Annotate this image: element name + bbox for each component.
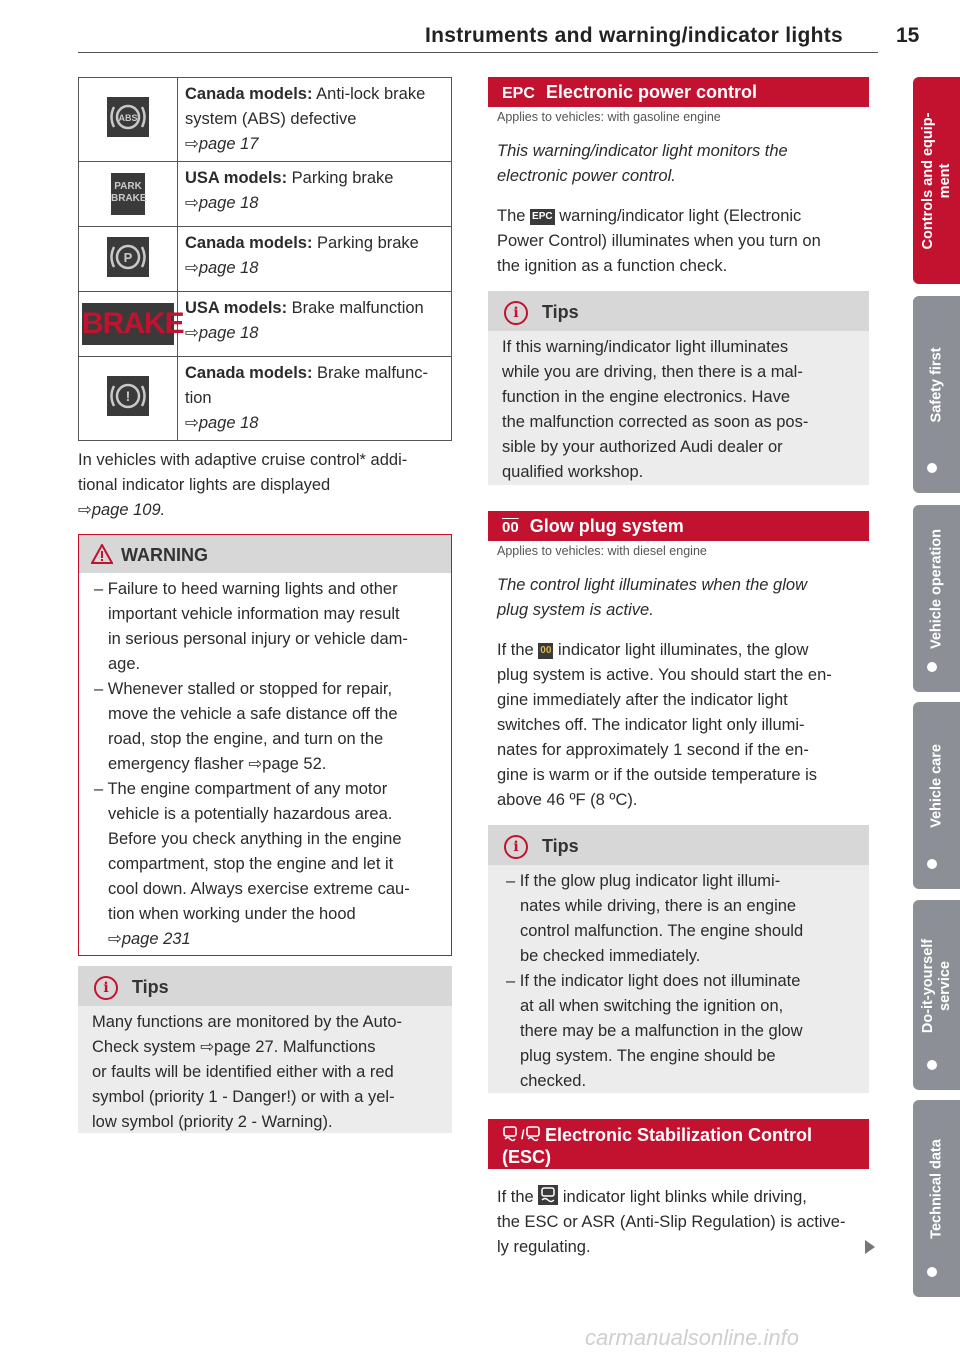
warning-box — [78, 534, 452, 956]
tips-title: Tips — [542, 836, 579, 856]
region-label: USA models: — [185, 299, 288, 317]
region-label: USA models: — [185, 169, 288, 187]
warning-title: WARNING — [121, 545, 208, 565]
section-intro: The control light illuminates when the glow plug system is active. — [497, 576, 807, 619]
region-label: Canada models: — [185, 85, 313, 103]
esc-icon — [502, 1126, 540, 1144]
epc-icon: EPC — [530, 209, 555, 225]
table-row — [79, 292, 452, 357]
info-icon: i — [94, 976, 118, 1000]
table-row — [79, 357, 452, 441]
section-heading-epc — [488, 77, 869, 107]
section-heading-glow-plug — [488, 511, 869, 541]
svg-text:P: P — [123, 249, 133, 265]
applies-note: Applies to vehicles: with gasoline engine — [497, 110, 721, 124]
list-item: – Whenever stalled or stopped for repair, move the vehicle a safe distance off the road, stop the engine, and turn on the emergency flasher ⇨page 52. — [94, 680, 398, 773]
tips-title: Tips — [542, 302, 579, 322]
section-title: Glow plug system — [529, 516, 684, 536]
tips-title: Tips — [132, 977, 169, 997]
section-title: Electronic power control — [545, 82, 757, 102]
bullet-icon — [927, 1267, 937, 1277]
side-tab-label: Vehicle care — [928, 744, 944, 829]
side-tab-technical-data[interactable] — [913, 1100, 960, 1297]
header-rule — [78, 52, 878, 53]
section-title: (ESC) — [502, 1147, 551, 1167]
tips-box — [488, 825, 869, 1093]
list-item: – If the glow plug indicator light illumi- nates while driving, there is an engine control malfunction. The engine should be checked immediately. — [506, 872, 804, 965]
bullet-icon — [927, 1060, 937, 1070]
side-tab-controls[interactable] — [913, 77, 960, 284]
info-icon: i — [504, 301, 528, 325]
bullet-icon — [927, 463, 937, 473]
page-link[interactable]: ⇨page 109. — [78, 501, 166, 519]
indicator-desc: Parking brake — [317, 234, 419, 252]
page-number: 15 — [896, 24, 920, 47]
abs-icon — [107, 97, 149, 137]
epc-icon: EPC — [502, 85, 535, 102]
side-tab-label: Safety first — [928, 347, 944, 423]
page-link[interactable]: ⇨page 17 — [185, 135, 259, 153]
indicator-table — [78, 77, 452, 441]
page-link[interactable]: ⇨page 18 — [185, 194, 259, 212]
page-link[interactable]: ⇨page 18 — [185, 414, 259, 432]
applies-note: Applies to vehicles: with diesel engine — [497, 544, 707, 558]
esc-icon — [538, 1185, 558, 1205]
tips-box: i Tips Many functions are monitored by the Auto- Check system ⇨page 27. Malfunctions or faults will be identified either with a red symbol (priority 1 - Danger!) or with a yel- low symbol (priority 2 - Warning). — [78, 966, 452, 1133]
indicator-desc: Anti-lock brake system (ABS) defective — [185, 85, 426, 128]
bullet-icon — [927, 662, 937, 672]
side-tab-diy-service[interactable] — [913, 900, 960, 1090]
side-tab-label: Controls and equip- — [919, 112, 936, 249]
svg-text:ABS: ABS — [118, 113, 138, 123]
brake-text-icon: BRAKE — [82, 303, 174, 345]
section-body: If the 00 indicator light illuminates, the glow plug system is active. You should start the en- gine immediately after the indicator light switches off. The indicator light only illumi- nates for approximately 1 second if the en- gine is warm or if the outside temperature is above 46 ºF (8 ºC). — [497, 641, 832, 809]
side-tab-vehicle-operation[interactable] — [913, 505, 960, 692]
side-tab-label: Vehicle operation — [928, 529, 944, 650]
section-intro: This warning/indicator light monitors the electronic power control. — [497, 142, 788, 185]
list-item: – If the indicator light does not illuminate at all when switching the ignition on, there may be a malfunction in the glow plug system. The engine should be checked. — [506, 972, 803, 1090]
park-brake-icon: PARK BRAKE — [111, 173, 145, 215]
side-tab-vehicle-care[interactable] — [913, 702, 960, 889]
acc-note: In vehicles with adaptive cruise control* addi- tional indicator lights are displayed ⇨page 109. — [78, 451, 408, 519]
section-title: Electronic Stabilization Control — [545, 1125, 813, 1145]
region-label: Canada models: — [185, 364, 313, 382]
section-body: If the indicator light blinks while driving, the ESC or ASR (Anti-Slip Regulation) is active- ly regulating. — [497, 1185, 845, 1260]
side-tab-safety[interactable] — [913, 296, 960, 493]
table-row — [79, 227, 452, 292]
section-heading-esc — [488, 1119, 869, 1169]
watermark: carmanualsonline.info — [585, 1325, 800, 1350]
parking-brake-circle-icon — [107, 237, 149, 277]
side-tab-label: ment — [936, 163, 953, 198]
indicator-desc: tion — [185, 389, 212, 407]
glow-plug-icon: 00 — [538, 643, 553, 659]
page-header-title: Instruments and warning/indicator lights — [425, 24, 844, 47]
region-label: Canada models: — [185, 234, 313, 252]
info-icon: i — [504, 835, 528, 859]
bullet-icon — [927, 859, 937, 869]
section-body: The EPC warning/indicator light (Electronic Power Control) illuminates when you turn on the ignition as a function check. — [497, 207, 821, 275]
side-tab-label: service — [936, 960, 953, 1011]
glow-plug-icon: 00 — [502, 519, 519, 536]
page-link[interactable]: ⇨page 18 — [185, 259, 259, 277]
indicator-desc: Brake malfunction — [291, 299, 424, 317]
tips-box: i Tips If this warning/indicator light illuminates while you are driving, then there is a mal- function in the engine electronics. Have the malfunction corrected as soon as pos- sible by your authorized Audi dealer or qualified workshop. — [488, 291, 869, 485]
side-tab-label: Technical data — [928, 1138, 944, 1239]
side-tab-label: Do-it-yourself — [919, 938, 936, 1033]
indicator-desc: Parking brake — [291, 169, 394, 187]
brake-circle-icon — [107, 376, 149, 416]
svg-text:/: / — [521, 1127, 525, 1142]
table-row — [79, 78, 452, 162]
warning-triangle-icon — [91, 544, 113, 564]
list-item: – Failure to heed warning lights and other important vehicle information may result in serious personal injury or vehicle dam- age. — [94, 580, 408, 673]
svg-text:!: ! — [125, 388, 131, 404]
indicator-desc: Brake malfunc- — [317, 364, 429, 382]
table-row — [79, 162, 452, 227]
list-item: – The engine compartment of any motor vehicle is a potentially hazardous area. Before you check anything in the engine compartment, stop the engine and let it cool down. Always exercise extreme cau- tion when working under the hood ⇨page 231 — [94, 780, 410, 948]
page-link[interactable]: ⇨page 18 — [185, 324, 259, 342]
continue-arrow-icon — [865, 1240, 875, 1254]
